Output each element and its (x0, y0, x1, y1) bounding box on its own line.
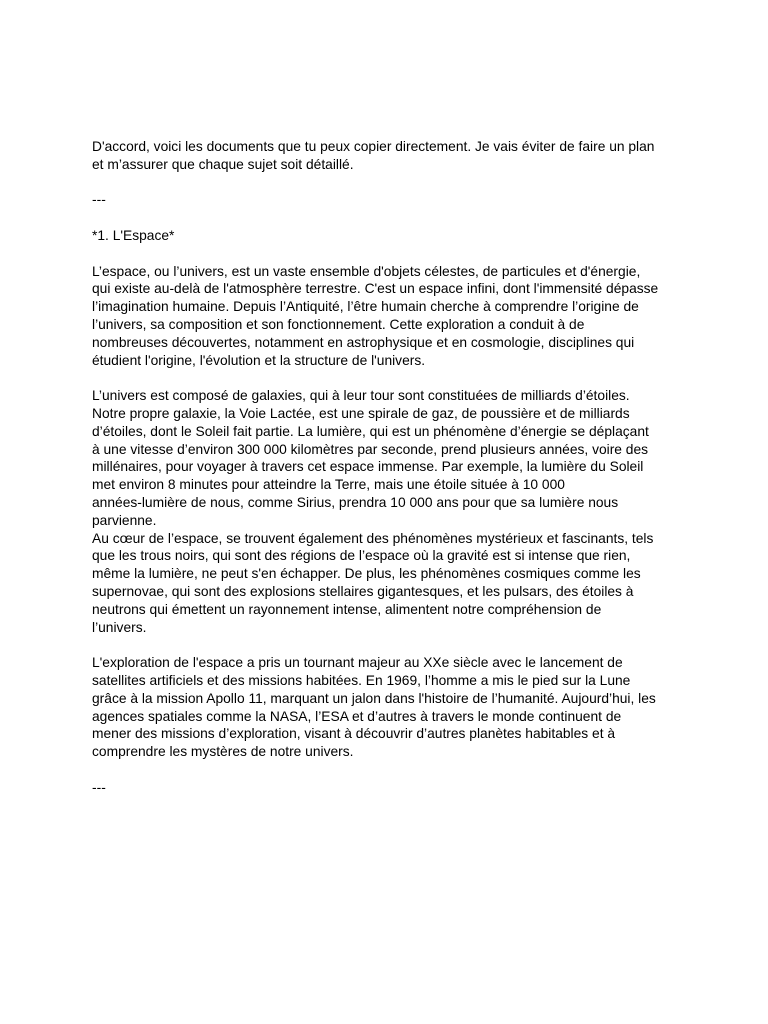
end-separator: --- (92, 779, 106, 795)
text-line: supernovae, qui sont des explosions stellaires gigantesques, et les pulsars, des étoiles à (92, 583, 634, 599)
text-line: agences spatiales comme la NASA, l’ESA et d’autres à travers le monde continuent de (92, 708, 622, 724)
text-line: met environ 8 minutes pour atteindre la Terre, mais une étoile située à 10 000 (92, 477, 565, 493)
text-line: Notre propre galaxie, la Voie Lactée, est une spirale de gaz, de poussière et de milliards (92, 405, 630, 421)
text-line: comprendre les mystères de notre univers. (92, 744, 354, 760)
text-line: que les trous noirs, qui sont des régions de l’espace où la gravité est si intense que rien, (92, 548, 631, 564)
text-line: mener des missions d’exploration, visant à découvrir d’autres planètes habitables et à (92, 726, 616, 742)
text-line: qui existe au-delà de l'atmosphère terrestre. C'est un espace infini, dont l'immensité dépasse (92, 281, 659, 297)
text-line: L’espace, ou l’univers, est un vaste ensemble d'objets célestes, de particules et d'énergie, (92, 263, 641, 279)
text-line: l’univers. (92, 619, 147, 635)
text-line: étudient l'origine, l'évolution et la structure de l'univers. (92, 352, 426, 368)
document-page (92, 138, 682, 796)
text-line: et m’assurer que chaque sujet soit détaillé. (92, 156, 354, 172)
text-line: Au cœur de l’espace, se trouvent également des phénomènes mystérieux et fascinants, tels (92, 530, 654, 546)
text-line: neutrons qui émettent un rayonnement intense, alimentent notre compréhension de (92, 601, 602, 617)
text-line: D'accord, voici les documents que tu peux copier directement. Je vais éviter de faire un plan (92, 139, 655, 154)
text-line: l’imagination humaine. Depuis l’Antiquité, l’être humain cherche à comprendre l’origine de (92, 299, 639, 315)
text-line: millénaires, pour voyager à travers cet espace immense. Par exemple, la lumière du Soleil (92, 459, 644, 475)
paragraph-1 (92, 263, 682, 370)
text-line: L'exploration de l'espace a pris un tournant majeur au XXe siècle avec le lancement de (92, 655, 623, 671)
text-line: parvienne. (92, 512, 157, 528)
text-line: l’univers, sa composition et son fonctionnement. Cette exploration a conduit à de (92, 316, 585, 332)
text-line: à une vitesse d’environ 300 000 kilomètres par seconde, prend plusieurs années, voire des (92, 441, 649, 457)
section-heading: *1. L'Espace* (92, 227, 175, 243)
paragraph-2 (92, 387, 682, 636)
text-line: années-lumière de nous, comme Sirius, prendra 10 000 ans pour que sa lumière nous (92, 494, 619, 510)
text-line: d’étoiles, dont le Soleil fait partie. La lumière, qui est un phénomène d’énergie se déplaçant (92, 423, 649, 439)
text-line: grâce à la mission Apollo 11, marquant un jalon dans l'histoire de l’humanité. Aujourd’hui, les (92, 690, 656, 706)
paragraph-3 (92, 654, 682, 761)
separator: --- (92, 192, 106, 208)
text-line: même la lumière, ne peut s'en échapper. De plus, les phénomènes cosmiques comme les (92, 566, 641, 582)
text-line: L’univers est composé de galaxies, qui à leur tour sont constituées de milliards d’étoiles. (92, 388, 630, 404)
text-line: nombreuses découvertes, notamment en astrophysique et en cosmologie, disciplines qui (92, 334, 635, 350)
text-line: satellites artificiels et des missions habitées. En 1969, l’homme a mis le pied sur la Lune (92, 672, 631, 688)
intro-paragraph (92, 138, 682, 174)
